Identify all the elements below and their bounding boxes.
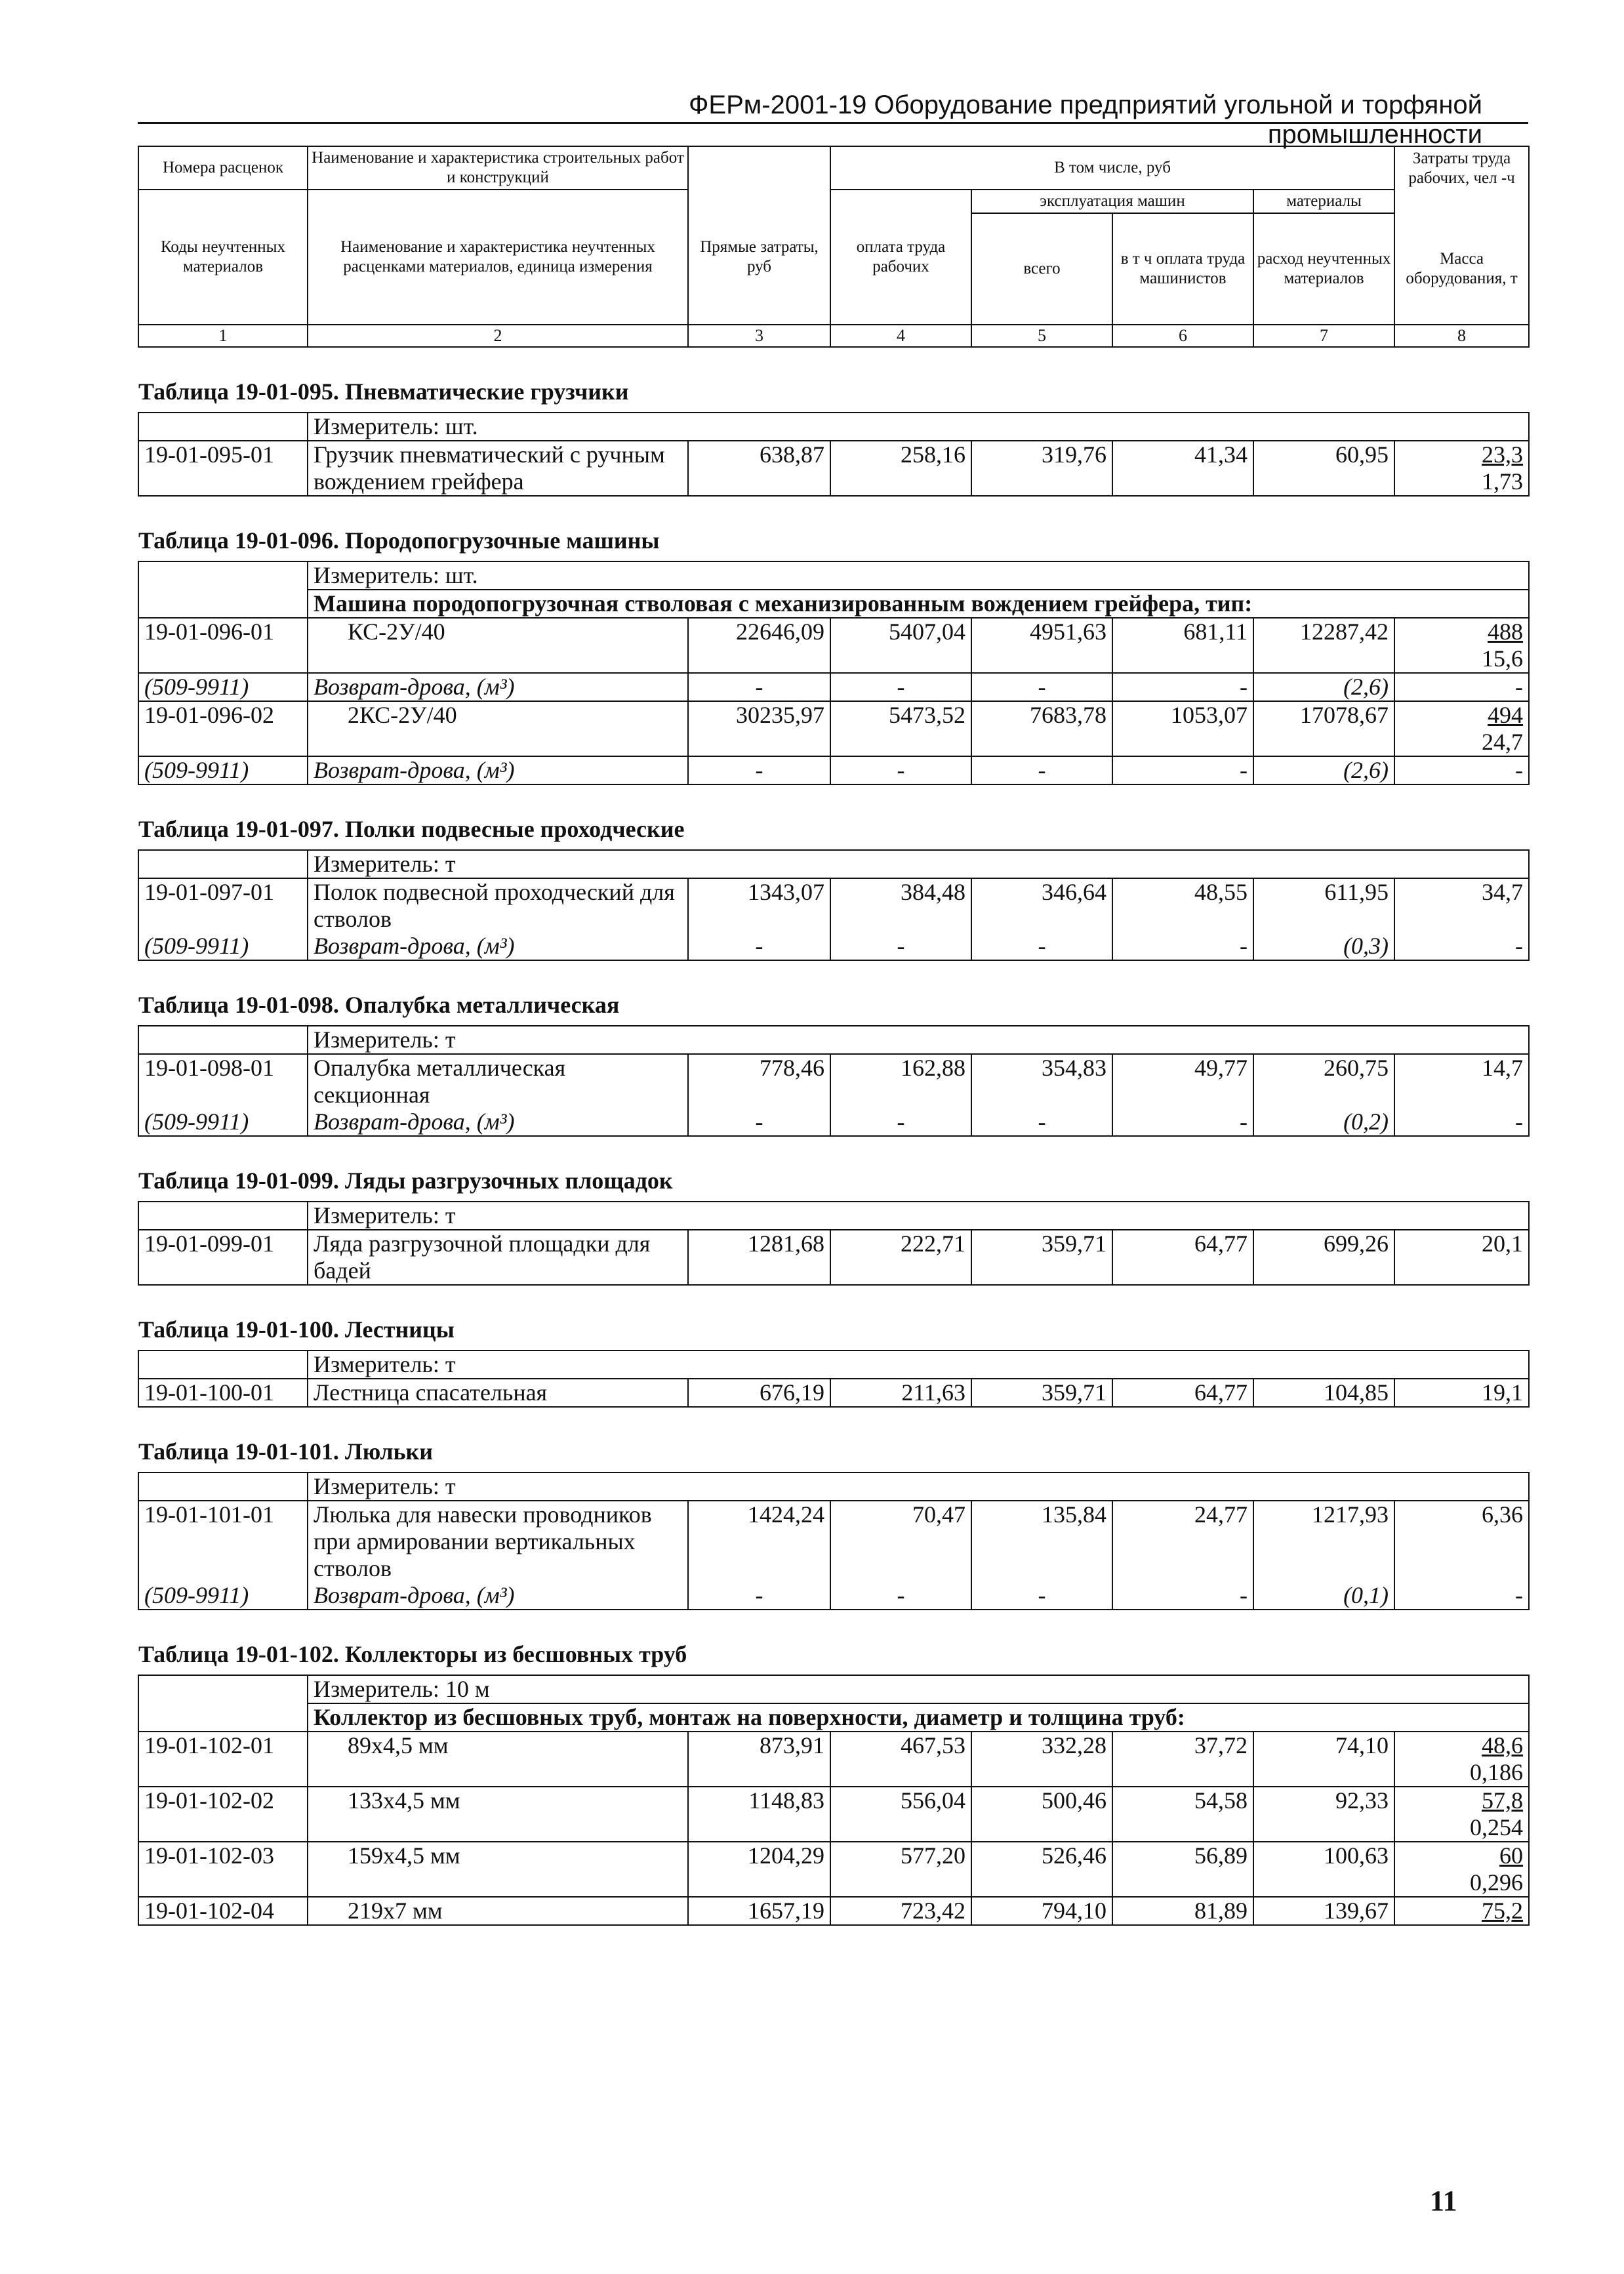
- material-name: Возврат-дрова, (м³): [308, 756, 688, 784]
- operator-pay: -: [1112, 1582, 1253, 1610]
- equipment-mass: 24,7: [1482, 729, 1524, 755]
- col-header-machines: эксплуатация машин: [971, 190, 1253, 213]
- materials: 17078,67: [1253, 701, 1394, 756]
- col-header-name-bottom: Наименование и характеристика неучтенных расценками материалов, единица измерения: [308, 190, 688, 325]
- material-name: Возврат-дрова, (м³): [308, 673, 688, 701]
- labor-costs: -: [1394, 1582, 1529, 1610]
- worker-pay: 384,48: [830, 878, 971, 933]
- rate-name: 219х7 мм: [308, 1897, 688, 1925]
- operator-pay: 48,55: [1112, 878, 1253, 933]
- labor-costs: 48,6: [1482, 1732, 1524, 1758]
- material-name: Возврат-дрова, (м³): [308, 933, 688, 960]
- material-code: (509-9911): [138, 756, 308, 784]
- material-code: (509-9911): [138, 673, 308, 701]
- measure-095: Измеритель: шт.: [308, 413, 1529, 441]
- col-header-labor-gap: [1394, 190, 1529, 213]
- rate-name: Ляда разгрузочной площадки для бадей: [308, 1230, 688, 1285]
- material-use: (0,1): [1253, 1582, 1394, 1610]
- col-num-2: 2: [308, 325, 688, 347]
- table-title-102: Таблица 19-01-102. Коллекторы из бесшовных труб: [138, 1610, 1529, 1675]
- operator-pay: 1053,07: [1112, 701, 1253, 756]
- labor-costs: 488: [1488, 619, 1524, 645]
- equipment-mass: 15,6: [1482, 645, 1524, 672]
- rate-code: 19-01-099-01: [138, 1230, 308, 1285]
- labor-mass: [1394, 701, 1529, 756]
- equipment-mass: 0,254: [1470, 1814, 1524, 1840]
- rate-code: 19-01-102-02: [138, 1787, 308, 1842]
- labor-costs: 494: [1488, 702, 1524, 728]
- material-use: (0,3): [1253, 933, 1394, 960]
- labor-mass: [1394, 1732, 1529, 1787]
- labor-mass: [1394, 1787, 1529, 1842]
- material-code: (509-9911): [138, 1108, 308, 1136]
- rate-code: 19-01-096-02: [138, 701, 308, 756]
- worker-pay: 556,04: [830, 1787, 971, 1842]
- table-title-098: Таблица 19-01-098. Опалубка металлическая: [138, 960, 1529, 1026]
- measure-101: Измеритель: т: [308, 1472, 1529, 1501]
- equipment-mass: 1,73: [1482, 468, 1524, 495]
- worker-pay: 577,20: [830, 1842, 971, 1897]
- measure-100: Измеритель: т: [308, 1350, 1529, 1379]
- direct-costs: 873,91: [688, 1732, 830, 1787]
- col-header-labor-top: Затраты труда рабочих, чел -ч: [1394, 146, 1529, 190]
- rate-name: Люлька для навески проводников при армировании вертикальных стволов: [308, 1501, 688, 1582]
- rate-code: 19-01-102-03: [138, 1842, 308, 1897]
- equipment-mass: 0,296: [1470, 1869, 1524, 1896]
- material-use: (2,6): [1253, 673, 1394, 701]
- direct-costs: 1281,68: [688, 1230, 830, 1285]
- labor-costs: 14,7: [1394, 1054, 1529, 1108]
- machines-total: 500,46: [971, 1787, 1112, 1842]
- rate-name: Опалубка металлическая секционная: [308, 1054, 688, 1108]
- col-header-direct-costs: Прямые затраты, руб: [688, 190, 830, 325]
- measure-098: Измеритель: т: [308, 1026, 1529, 1054]
- operator-pay: 64,77: [1112, 1230, 1253, 1285]
- operator-pay: 37,72: [1112, 1732, 1253, 1787]
- rate-name: 89х4,5 мм: [308, 1732, 688, 1787]
- col-num-1: 1: [138, 325, 308, 347]
- operator-pay: 56,89: [1112, 1842, 1253, 1897]
- col-header-codes-bottom: Коды неучтенных материалов: [138, 190, 308, 325]
- materials: 100,63: [1253, 1842, 1394, 1897]
- materials: 611,95: [1253, 878, 1394, 933]
- machines-total: 332,28: [971, 1732, 1112, 1787]
- labor-costs: [1394, 1897, 1529, 1925]
- machines-total: 346,64: [971, 878, 1112, 933]
- operator-pay: 41,34: [1112, 441, 1253, 496]
- operator-pay: -: [1112, 1108, 1253, 1136]
- materials: 60,95: [1253, 441, 1394, 496]
- labor-costs: 23,3: [1482, 441, 1524, 468]
- materials: 260,75: [1253, 1054, 1394, 1108]
- operator-pay: 49,77: [1112, 1054, 1253, 1108]
- col-num-8: 8: [1394, 325, 1529, 347]
- col-num-5: 5: [971, 325, 1112, 347]
- col-header-materials: материалы: [1253, 190, 1394, 213]
- materials: 92,33: [1253, 1787, 1394, 1842]
- measure-099: Измеритель: т: [308, 1202, 1529, 1230]
- rate-name: 133х4,5 мм: [308, 1787, 688, 1842]
- machines-total: 359,71: [971, 1379, 1112, 1407]
- worker-pay: 162,88: [830, 1054, 971, 1108]
- measure-102: Измеритель: 10 м: [308, 1675, 1529, 1703]
- col-header-material-use: расход неучтенных материалов: [1253, 213, 1394, 325]
- table-title-099: Таблица 19-01-099. Ляды разгрузочных площадок: [138, 1136, 1529, 1202]
- labor-mass: [1394, 618, 1529, 673]
- direct-costs: 1204,29: [688, 1842, 830, 1897]
- machines-total: 135,84: [971, 1501, 1112, 1582]
- worker-pay: -: [830, 673, 971, 701]
- machines-total: -: [971, 756, 1112, 784]
- labor-costs: 34,7: [1394, 878, 1529, 933]
- machines-total: -: [971, 1582, 1112, 1610]
- worker-pay: -: [830, 933, 971, 960]
- materials: 12287,42: [1253, 618, 1394, 673]
- operator-pay: 681,11: [1112, 618, 1253, 673]
- rate-name: 159х4,5 мм: [308, 1842, 688, 1897]
- col-num-3: 3: [688, 325, 830, 347]
- machines-total: 319,76: [971, 441, 1112, 496]
- page-number: 11: [1430, 2185, 1457, 2217]
- direct-costs: -: [688, 933, 830, 960]
- worker-pay: 5407,04: [830, 618, 971, 673]
- direct-costs: -: [688, 673, 830, 701]
- worker-pay: 222,71: [830, 1230, 971, 1285]
- worker-pay: -: [830, 1108, 971, 1136]
- operator-pay: 64,77: [1112, 1379, 1253, 1407]
- col-header-name-top: Наименование и характеристика строительных работ и конструкций: [308, 146, 688, 190]
- operator-pay: 81,89: [1112, 1897, 1253, 1925]
- section-102: Коллектор из бесшовных труб, монтаж на поверхности, диаметр и толщина труб:: [308, 1703, 1529, 1732]
- operator-pay: -: [1112, 673, 1253, 701]
- material-name: Возврат-дрова, (м³): [308, 1582, 688, 1610]
- worker-pay: -: [830, 756, 971, 784]
- measure-096: Измеритель: шт.: [308, 561, 1529, 590]
- rate-code: 19-01-095-01: [138, 441, 308, 496]
- machines-total: 359,71: [971, 1230, 1112, 1285]
- direct-costs: 30235,97: [688, 701, 830, 756]
- operator-pay: 54,58: [1112, 1787, 1253, 1842]
- worker-pay: 467,53: [830, 1732, 971, 1787]
- labor-mass: [1394, 1842, 1529, 1897]
- direct-costs: 1343,07: [688, 878, 830, 933]
- direct-costs: -: [688, 756, 830, 784]
- labor-costs: -: [1394, 933, 1529, 960]
- header-rule: [138, 122, 1528, 124]
- labor-costs: 6,36: [1394, 1501, 1529, 1582]
- rate-code: 19-01-102-01: [138, 1732, 308, 1787]
- rate-code: 19-01-096-01: [138, 618, 308, 673]
- rate-name: КС-2У/40: [308, 618, 688, 673]
- direct-costs: 638,87: [688, 441, 830, 496]
- rate-name: Полок подвесной проходческий для стволов: [308, 878, 688, 933]
- direct-costs: 676,19: [688, 1379, 830, 1407]
- col-header-blank: [688, 146, 830, 190]
- col-num-7: 7: [1253, 325, 1394, 347]
- page-header: ФЕРм-2001-19 Оборудование предприятий угольной и торфяной промышленности: [689, 91, 1482, 149]
- machines-total: 354,83: [971, 1054, 1112, 1108]
- rate-code: 19-01-098-01: [138, 1054, 308, 1108]
- measure-097: Измеритель: т: [308, 850, 1529, 878]
- direct-costs: 1424,24: [688, 1501, 830, 1582]
- machines-total: -: [971, 1108, 1112, 1136]
- materials: 699,26: [1253, 1230, 1394, 1285]
- material-name: Возврат-дрова, (м³): [308, 1108, 688, 1136]
- labor-costs: 57,8: [1482, 1787, 1524, 1814]
- table-title-097: Таблица 19-01-097. Полки подвесные проходческие: [138, 784, 1529, 850]
- material-use: (0,2): [1253, 1108, 1394, 1136]
- worker-pay: 5473,52: [830, 701, 971, 756]
- col-header-operator-pay: в т ч оплата труда машинистов: [1112, 213, 1253, 325]
- section-096: Машина породопогрузочная стволовая с механизированным вождением грейфера, тип:: [308, 590, 1529, 618]
- labor-costs: -: [1394, 756, 1529, 784]
- rate-name: Грузчик пневматический с ручным вождением грейфера: [308, 441, 688, 496]
- col-header-codes-top: Номера расценок: [138, 146, 308, 190]
- direct-costs: -: [688, 1108, 830, 1136]
- direct-costs: -: [688, 1582, 830, 1610]
- materials: 1217,93: [1253, 1501, 1394, 1582]
- rate-code: 19-01-097-01: [138, 878, 308, 933]
- labor-costs: -: [1394, 673, 1529, 701]
- machines-total: -: [971, 933, 1112, 960]
- table-title-095: Таблица 19-01-095. Пневматические грузчики: [138, 347, 1529, 413]
- worker-pay: 723,42: [830, 1897, 971, 1925]
- labor-costs: 19,1: [1394, 1379, 1529, 1407]
- operator-pay: -: [1112, 933, 1253, 960]
- material-code: (509-9911): [138, 1582, 308, 1610]
- material-use: (2,6): [1253, 756, 1394, 784]
- labor-costs: 20,1: [1394, 1230, 1529, 1285]
- col-num-6: 6: [1112, 325, 1253, 347]
- worker-pay: 258,16: [830, 441, 971, 496]
- machines-total: -: [971, 673, 1112, 701]
- direct-costs: 1657,19: [688, 1897, 830, 1925]
- rate-code: 19-01-100-01: [138, 1379, 308, 1407]
- table-title-100: Таблица 19-01-100. Лестницы: [138, 1285, 1529, 1350]
- material-code: (509-9911): [138, 933, 308, 960]
- machines-total: 7683,78: [971, 701, 1112, 756]
- worker-pay: 211,63: [830, 1379, 971, 1407]
- table-title-101: Таблица 19-01-101. Люльки: [138, 1407, 1529, 1472]
- direct-costs: 1148,83: [688, 1787, 830, 1842]
- col-header-worker-pay: оплата труда рабочих: [830, 190, 971, 325]
- col-header-mass: Масса оборудования, т: [1394, 213, 1529, 325]
- machines-total: 4951,63: [971, 618, 1112, 673]
- col-header-in-total: В том числе, руб: [830, 146, 1394, 190]
- labor-costs-value: 75,2: [1482, 1898, 1524, 1924]
- rate-code: 19-01-101-01: [138, 1501, 308, 1582]
- machines-total: 526,46: [971, 1842, 1112, 1897]
- labor-mass: [1394, 441, 1529, 496]
- labor-costs: 60: [1499, 1842, 1524, 1869]
- machines-total: 794,10: [971, 1897, 1112, 1925]
- col-header-machines-total: всего: [971, 213, 1112, 325]
- table-title-096: Таблица 19-01-096. Породопогрузочные машины: [138, 496, 1529, 561]
- rates-table: [138, 146, 1530, 1926]
- materials: 139,67: [1253, 1897, 1394, 1925]
- direct-costs: 778,46: [688, 1054, 830, 1108]
- rate-code: 19-01-102-04: [138, 1897, 308, 1925]
- materials: 74,10: [1253, 1732, 1394, 1787]
- rate-name: Лестница спасательная: [308, 1379, 688, 1407]
- materials: 104,85: [1253, 1379, 1394, 1407]
- col-num-4: 4: [830, 325, 971, 347]
- operator-pay: -: [1112, 756, 1253, 784]
- labor-costs: -: [1394, 1108, 1529, 1136]
- equipment-mass: 0,186: [1470, 1759, 1524, 1785]
- rate-name: 2КС-2У/40: [308, 701, 688, 756]
- worker-pay: -: [830, 1582, 971, 1610]
- operator-pay: 24,77: [1112, 1501, 1253, 1582]
- direct-costs: 22646,09: [688, 618, 830, 673]
- worker-pay: 70,47: [830, 1501, 971, 1582]
